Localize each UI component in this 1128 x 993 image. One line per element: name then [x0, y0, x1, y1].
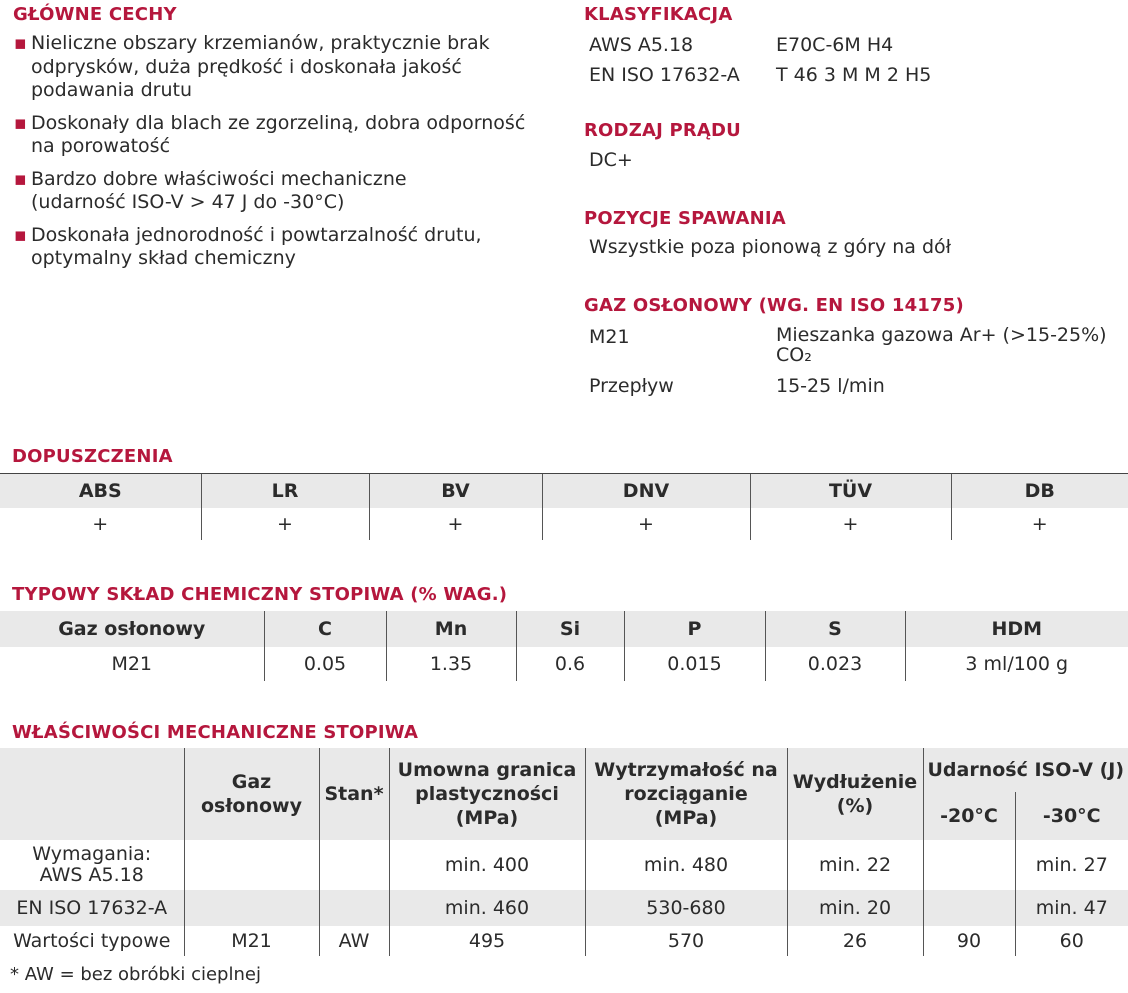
current-heading: RODZAJ PRĄDU	[584, 120, 741, 141]
mech-row-label: Wymagania: AWS A5.18	[32, 843, 152, 886]
mech-cell: min. 27	[1015, 840, 1128, 890]
classification-value: T 46 3 M M 2 H5	[776, 64, 932, 86]
approval-cell: +	[92, 513, 109, 535]
approval-cell: +	[369, 508, 542, 540]
chem-cell: 0.023	[765, 647, 905, 681]
chem-col-header: C	[264, 611, 386, 647]
chem-col-header: Si	[516, 611, 624, 647]
approval-col-header: DB	[951, 474, 1128, 509]
mech-row	[0, 926, 1128, 956]
gas-value: Mieszanka gazowa Ar+ (>15-25%) CO₂	[776, 324, 1107, 366]
mech-cell: min. 460	[389, 890, 585, 926]
mech-cell: min. 20	[787, 890, 923, 926]
feature-item: ▪ Bardzo dobre właściwości mechaniczne (udarność ISO-V > 47 J do -30°C)	[14, 167, 407, 213]
chem-col-header: P	[624, 611, 765, 647]
mech-cell: min. 47	[1015, 890, 1128, 926]
approval-col-header: LR	[201, 474, 369, 509]
positions-value: Wszystkie poza pionową z góry na dół	[589, 236, 952, 258]
flow-label: Przepływ	[589, 375, 674, 397]
mech-col-header-yield: Umowna granica plastyczności (MPa)	[389, 748, 585, 840]
chemistry-table	[0, 611, 1128, 681]
approval-cell: +	[201, 508, 369, 540]
mech-cell: min. 22	[787, 840, 923, 890]
approval-col-header: DNV	[542, 474, 750, 509]
mech-cell: M21	[184, 926, 319, 956]
mech-cell: 60	[1015, 926, 1128, 956]
chem-col-header: Gaz osłonowy	[0, 611, 264, 647]
mech-corner-cell	[0, 748, 184, 840]
mech-cell: min. 400	[389, 840, 585, 890]
features-heading: GŁÓWNE CECHY	[13, 4, 177, 25]
feature-item: ▪ Nieliczne obszary krzemianów, praktycznie brak odprysków, duża prędkość i doskonała jakość podawania drutu	[14, 32, 490, 101]
mech-cell: 90	[923, 926, 1015, 956]
bullet-icon: ▪	[14, 32, 27, 54]
classification-heading: KLASYFIKACJA	[584, 4, 733, 25]
mech-col-header-elongation: Wydłużenie (%)	[787, 748, 923, 840]
approval-cell: +	[750, 508, 951, 540]
flow-value: 15-25 l/min	[776, 375, 885, 397]
approval-col-header: ABS	[0, 474, 201, 509]
approval-col-header: TÜV	[750, 474, 951, 509]
mechanical-heading: WŁAŚCIWOŚCI MECHANICZNE STOPIWA	[12, 722, 419, 743]
positions-heading: POZYCJE SPAWANIA	[584, 208, 786, 229]
classification-standard: EN ISO 17632-A	[589, 64, 740, 86]
current-value: DC+	[589, 149, 633, 171]
mech-col-header-state: Stan*	[319, 748, 389, 840]
mech-col-header-t1: -20°C	[923, 792, 1015, 840]
chem-cell: 0.015	[624, 647, 765, 681]
approvals-heading: DOPUSZCZENIA	[12, 446, 173, 467]
chem-col-header: Mn	[386, 611, 516, 647]
features-list	[14, 32, 554, 280]
feature-item: ▪ Doskonały dla blach ze zgorzeliną, dobra odporność na porowatość	[14, 111, 526, 157]
mech-row-label: EN ISO 17632-A	[16, 896, 168, 919]
mech-cell: 495	[389, 926, 585, 956]
bullet-icon: ▪	[14, 223, 27, 246]
chem-cell: 3 ml/100 g	[905, 647, 1128, 681]
mech-col-header-t2: -30°C	[1015, 792, 1128, 840]
chem-cell: M21	[111, 653, 153, 675]
mech-cell: 570	[585, 926, 787, 956]
classification-value: E70C-6M H4	[776, 34, 894, 56]
mechanical-table	[0, 748, 1128, 956]
chem-col-header: S	[765, 611, 905, 647]
chemistry-heading: TYPOWY SKŁAD CHEMICZNY STOPIWA (% WAG.)	[12, 584, 508, 605]
mech-cell: 26	[787, 926, 923, 956]
bullet-icon: ▪	[14, 111, 27, 134]
bullet-icon: ▪	[14, 167, 27, 190]
approval-cell: +	[542, 508, 750, 540]
mech-row	[0, 890, 1128, 926]
mech-col-header-impact: Udarność ISO-V (J)	[923, 748, 1128, 792]
mech-row-label: Wartości typowe	[13, 929, 171, 952]
chem-cell: 0.6	[516, 647, 624, 681]
mech-row	[0, 840, 1128, 890]
approval-cell: +	[951, 508, 1128, 540]
shielding-gas-heading: GAZ OSŁONOWY (WG. EN ISO 14175)	[584, 295, 964, 316]
mech-col-header-gas: Gaz osłonowy	[184, 748, 319, 840]
mech-cell: AW	[319, 926, 389, 956]
mech-cell: 530-680	[585, 890, 787, 926]
classification-standard: AWS A5.18	[589, 34, 694, 56]
feature-item: ▪ Doskonała jednorodność i powtarzalność drutu, optymalny skład chemiczny	[14, 223, 482, 269]
mech-col-header-tensile: Wytrzymałość na rozciąganie (MPa)	[585, 748, 787, 840]
approval-col-header: BV	[369, 474, 542, 509]
chem-col-header: HDM	[905, 611, 1128, 647]
mech-cell: min. 480	[585, 840, 787, 890]
gas-label: M21	[589, 326, 630, 348]
approvals-table	[0, 473, 1128, 540]
chem-cell: 0.05	[264, 647, 386, 681]
footnote: * AW = bez obróbki cieplnej	[10, 964, 261, 985]
chem-cell: 1.35	[386, 647, 516, 681]
